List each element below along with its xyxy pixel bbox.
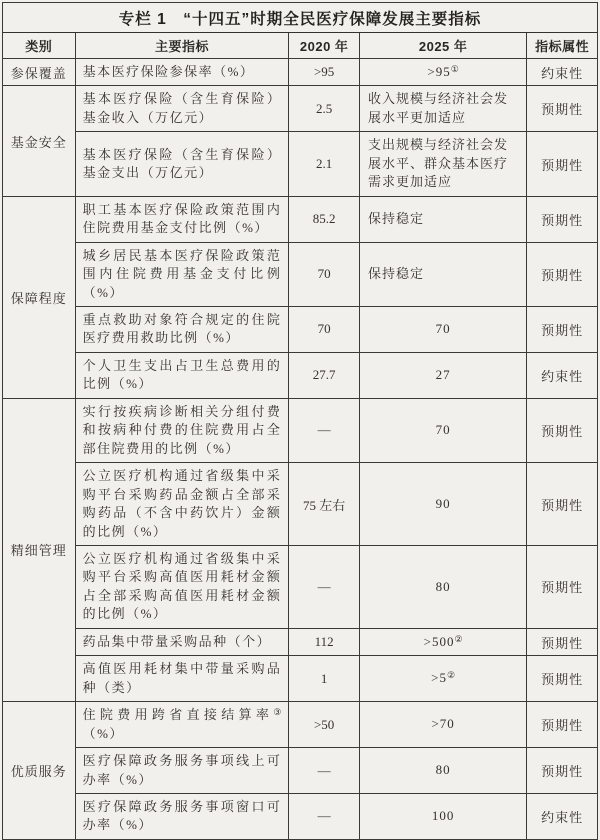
col-header-indicator: 主要指标 <box>75 33 289 59</box>
col-header-category: 类别 <box>3 33 76 59</box>
category-cell: 基金安全 <box>3 86 76 196</box>
table-row <box>3 463 598 546</box>
indicator-cell: 职工基本医疗保险政策范围内住院费用基金支付比例（%） <box>75 196 289 242</box>
indicator-cell: 公立医疗机构通过省级集中采购平台采购高值医用耗材金额占全部采购高值医用耗材金额的比例（%） <box>75 545 289 628</box>
attribute-cell: 预期性 <box>527 242 598 306</box>
attribute-cell: 预期性 <box>527 748 598 794</box>
title-row <box>3 3 598 33</box>
table-row <box>3 242 598 306</box>
value-2020-cell: 112 <box>289 628 360 655</box>
table-row <box>3 793 598 839</box>
table-row <box>3 196 598 242</box>
table-row <box>3 306 598 352</box>
attribute-cell: 约束性 <box>527 352 598 398</box>
attribute-cell: 预期性 <box>527 398 598 462</box>
indicator-cell: 住院费用跨省直接结算率③（%） <box>75 702 289 748</box>
table-row <box>3 748 598 794</box>
attribute-cell: 预期性 <box>527 628 598 655</box>
attribute-cell: 预期性 <box>527 702 598 748</box>
indicator-cell: 重点救助对象符合规定的住院医疗费用救助比例（%） <box>75 306 289 352</box>
indicator-cell: 高值医用耗材集中带量采购品种（类） <box>75 656 289 702</box>
value-2020-cell: 2.5 <box>289 86 360 132</box>
table-body <box>3 3 598 840</box>
table-row <box>3 628 598 655</box>
indicator-cell: 实行按疾病诊断相关分组付费和按病种付费的住院费用占全部住院费用的比例（%） <box>75 398 289 462</box>
table-title: 专栏 1 “十四五”时期全民医疗保障发展主要指标 <box>3 3 598 33</box>
attribute-cell: 预期性 <box>527 463 598 546</box>
table-row <box>3 352 598 398</box>
footnote-marker: ① <box>450 64 459 74</box>
attribute-cell: 预期性 <box>527 545 598 628</box>
table-row <box>3 132 598 196</box>
table-row <box>3 656 598 702</box>
category-cell: 优质服务 <box>3 702 76 840</box>
indicator-cell: 公立医疗机构通过省级集中采购平台采购药品金额占全部采购药品（不含中药饮片）金额的比例（%） <box>75 463 289 546</box>
table-row <box>3 545 598 628</box>
footnote-marker: ③ <box>273 707 282 718</box>
attribute-cell: 预期性 <box>527 86 598 132</box>
indicator-cell: 基本医疗保险（含生育保险）基金收入（万亿元） <box>75 86 289 132</box>
table-row <box>3 86 598 132</box>
col-header-2025: 2025 年 <box>359 33 526 59</box>
value-2020-cell: 70 <box>289 242 360 306</box>
value-2025-cell: 70 <box>359 306 526 352</box>
indicator-cell: 城乡居民基本医疗保险政策范围内住院费用基金支付比例（%） <box>75 242 289 306</box>
footnote-marker: ② <box>454 633 463 644</box>
value-2020-cell: — <box>289 398 360 462</box>
indicator-table <box>2 2 598 840</box>
value-2020-cell: 85.2 <box>289 196 360 242</box>
attribute-cell: 预期性 <box>527 306 598 352</box>
footnote-marker: ② <box>447 670 456 681</box>
value-2025-cell: 保持稳定 <box>359 196 526 242</box>
attribute-cell: 预期性 <box>527 132 598 196</box>
indicator-cell: 基本医疗保险（含生育保险）基金支出（万亿元） <box>75 132 289 196</box>
value-2020-cell: 27.7 <box>289 352 360 398</box>
col-header-attribute: 指标属性 <box>527 33 598 59</box>
indicator-cell: 医疗保障政务服务事项窗口可办率（%） <box>75 793 289 839</box>
col-header-2020: 2020 年 <box>289 33 360 59</box>
value-2020-cell: — <box>289 793 360 839</box>
value-2025-cell: 保持稳定 <box>359 242 526 306</box>
indicator-cell: 个人卫生支出占卫生总费用的比例（%） <box>75 352 289 398</box>
category-cell: 精细管理 <box>3 398 76 701</box>
value-2025-cell: >5② <box>359 656 526 702</box>
attribute-cell: 约束性 <box>527 59 598 86</box>
value-2025-cell: 90 <box>359 463 526 546</box>
value-2020-cell: 1 <box>289 656 360 702</box>
value-2025-cell: 100 <box>359 793 526 839</box>
value-2025-cell: 27 <box>359 352 526 398</box>
table-row <box>3 702 598 748</box>
value-2025-cell: >500② <box>359 628 526 655</box>
value-2020-cell: — <box>289 748 360 794</box>
value-2020-cell: 2.1 <box>289 132 360 196</box>
indicator-cell: 药品集中带量采购品种（个） <box>75 628 289 655</box>
value-2020-cell: >50 <box>289 702 360 748</box>
value-2025-cell: 收入规模与经济社会发展水平更加适应 <box>359 86 526 132</box>
indicator-cell: 基本医疗保险参保率（%） <box>75 59 289 86</box>
table-row <box>3 59 598 86</box>
category-cell: 保障程度 <box>3 196 76 398</box>
value-2020-cell: 70 <box>289 306 360 352</box>
table-row <box>3 398 598 462</box>
attribute-cell: 预期性 <box>527 656 598 702</box>
value-2025-cell: >70 <box>359 702 526 748</box>
attribute-cell: 约束性 <box>527 793 598 839</box>
category-cell: 参保覆盖 <box>3 59 76 86</box>
header-row <box>3 33 598 59</box>
value-2025-cell: 70 <box>359 398 526 462</box>
value-2025-cell: >95① <box>359 59 526 86</box>
value-2020-cell: >95 <box>289 59 360 86</box>
value-2020-cell: — <box>289 545 360 628</box>
value-2025-cell: 80 <box>359 748 526 794</box>
value-2025-cell: 80 <box>359 545 526 628</box>
indicator-cell: 医疗保障政务服务事项线上可办率（%） <box>75 748 289 794</box>
value-2020-cell: 75 左右 <box>289 463 360 546</box>
attribute-cell: 预期性 <box>527 196 598 242</box>
value-2025-cell: 支出规模与经济社会发展水平、群众基本医疗需求更加适应 <box>359 132 526 196</box>
